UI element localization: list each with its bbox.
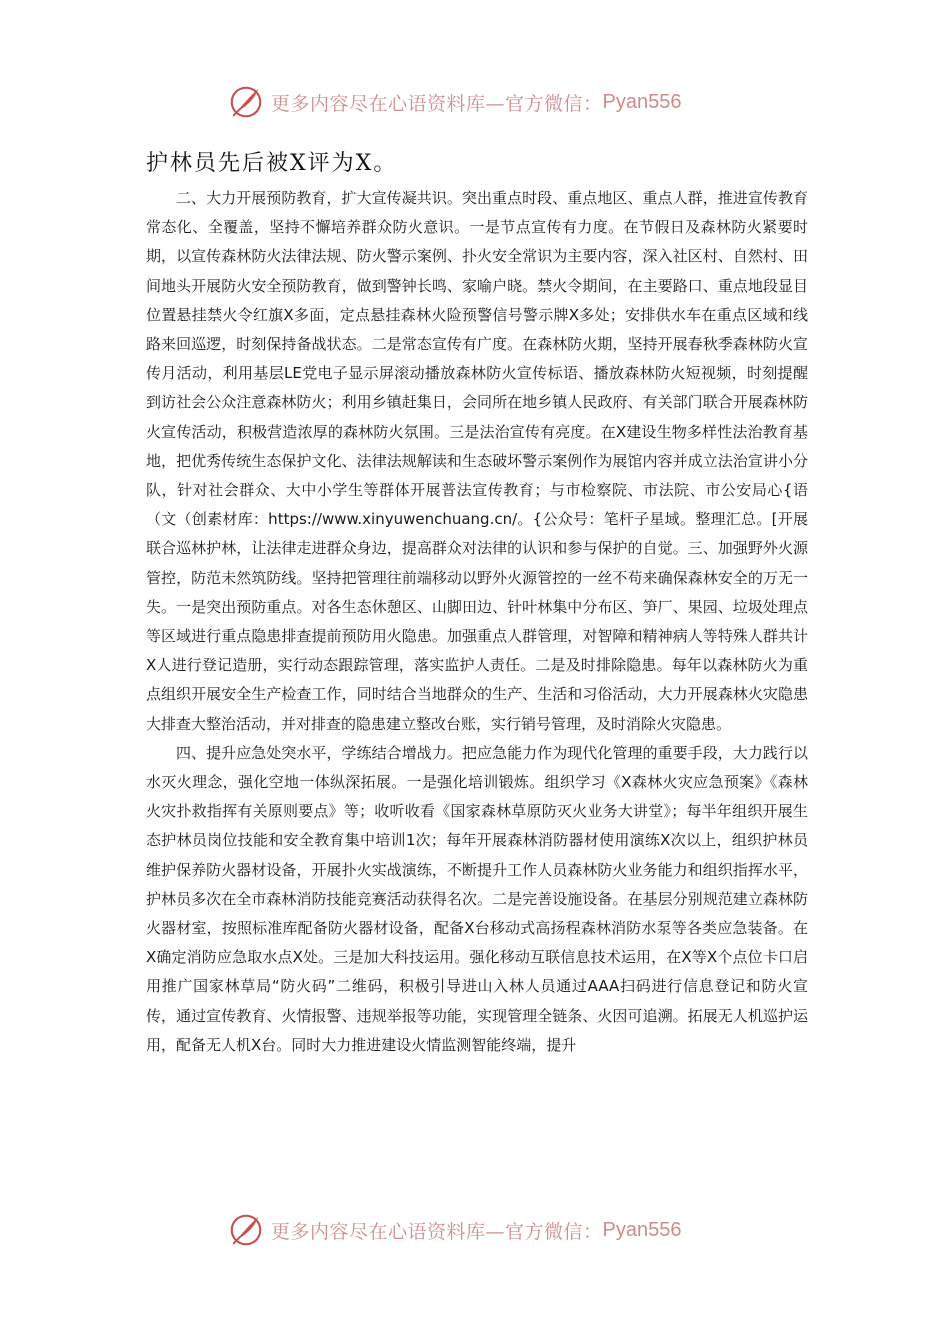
banner-wechat-handle: Pyan556	[602, 90, 682, 113]
footer-banner	[227, 1210, 727, 1250]
continued-line: 护林员先后被X评为X。	[146, 151, 398, 176]
banner-text: 更多内容尽在心语资料库—官方微信：	[271, 92, 603, 115]
banner-wechat-handle: Pyan556	[602, 1218, 682, 1241]
header-banner	[227, 82, 727, 122]
banner-text: 更多内容尽在心语资料库—官方微信：	[271, 1220, 603, 1243]
document-body	[146, 184, 808, 1060]
quill-pen-logo-icon	[227, 83, 265, 121]
quill-pen-logo-icon	[227, 1211, 265, 1249]
paragraph: 四、提升应急处突水平，学练结合增战力。把应急能力作为现代化管理的重要手段，大力践行以水灭火理念，强化空地一体纵深拓展。一是强化培训锻炼。组织学习《X森林火灾应急预案》《森林火灾扑救指挥有关原则要点》等；收听收看《国家森林草原防灭火业务大讲堂》；每半年组织开展生态护林员岗位技能和安全教育集中培训1次；每年开展森林消防器材使用演练X次以上，组织护林员维护保养防火器材设备，开展扑火实战演练，不断提升工作人员森林防火业务能力和组织指挥水平，护林员多次在全市森林消防技能竞赛活动获得名次。二是完善设施设备。在基层分别规范建立森林防火器材室，按照标准库配备防火器材设备，配备X台移动式高扬程森林消防水泵等各类应急装备。在X确定消防应急取水点X处。三是加大科技运用。强化移动互联信息技术运用，在X等X个点位卡口启用推广国家林草局“防火码”二维码，积极引导进山入林人员通过AAA扫码进行信息登记和防火宣传，通过宣传教育、火情报警、违规举报等功能，实现管理全链条、火因可追溯。拓展无人机巡护运用，配备无人机X台。同时大力推进建设火情监测智能终端，提升	[146, 743, 808, 1054]
paragraph: 二、大力开展预防教育，扩大宣传凝共识。突出重点时段、重点地区、重点人群，推进宣传教育常态化、全覆盖，坚持不懈培养群众防火意识。一是节点宣传有力度。在节假日及森林防火紧要时期，以宣传森林防火法律法规、防火警示案例、扑火安全常识为主要内容，深入社区村、自然村、田间地头开展防火安全预防教育，做到警钟长鸣、家喻户晓。禁火令期间，在主要路口、重点地段显目位置悬挂禁火令红旗X多面，定点悬挂森林火险预警信号警示牌X多处；安排供水车在重点区域和线路来回巡逻，时刻保持备战状态。二是常态宣传有广度。在森林防火期，坚持开展春秋季森林防火宣传月活动，利用基层LE党电子显示屏滚动播放森林防火宣传标语、播放森林防火短视频，时刻提醒到访社会公众注意森林防火；利用乡镇赶集日，会同所在地乡镇人民政府、有关部门联合开展森林防火宣传活动，积极营造浓厚的森林防火氛围。三是法治宣传有亮度。在X建设生物多样性法治教育基地，把优秀传统生态保护文化、法律法规解读和生态破坏警示案例作为展馆内容并成立法治宣讲小分队，针对社会群众、大中小学生等群体开展普法宣传教育；与市检察院、市法院、市公安局心{语（文（创素材库：https://www.xinyuwenchuang.cn/。{公众号：笔杆子星域。整理汇总。[开展联合巡林护林，让法律走进群众身边，提高群众对法律的认识和参与保护的自觉。三、加强野外火源管控，防范未然筑防线。坚持把管理往前端移动以野外火源管控的一丝不苟来确保森林安全的万无一失。一是突出预防重点。对各生态休憩区、山脚田边、针叶林集中分布区、笋厂、果园、垃圾处理点等区域进行重点隐患排查提前预防用火隐患。加强重点人群管理，对智障和精神病人等特殊人群共计X人进行登记造册，实行动态跟踪管理，落实监护人责任。二是及时排除隐患。每年以森林防火为重点组织开展安全生产检查工作，同时结合当地群众的生产、生活和习俗活动，大力开展森林火灾隐患大排查大整治活动，并对排查的隐患建立整改台账，实行销号管理，及时消除火灾隐患。	[146, 189, 808, 733]
